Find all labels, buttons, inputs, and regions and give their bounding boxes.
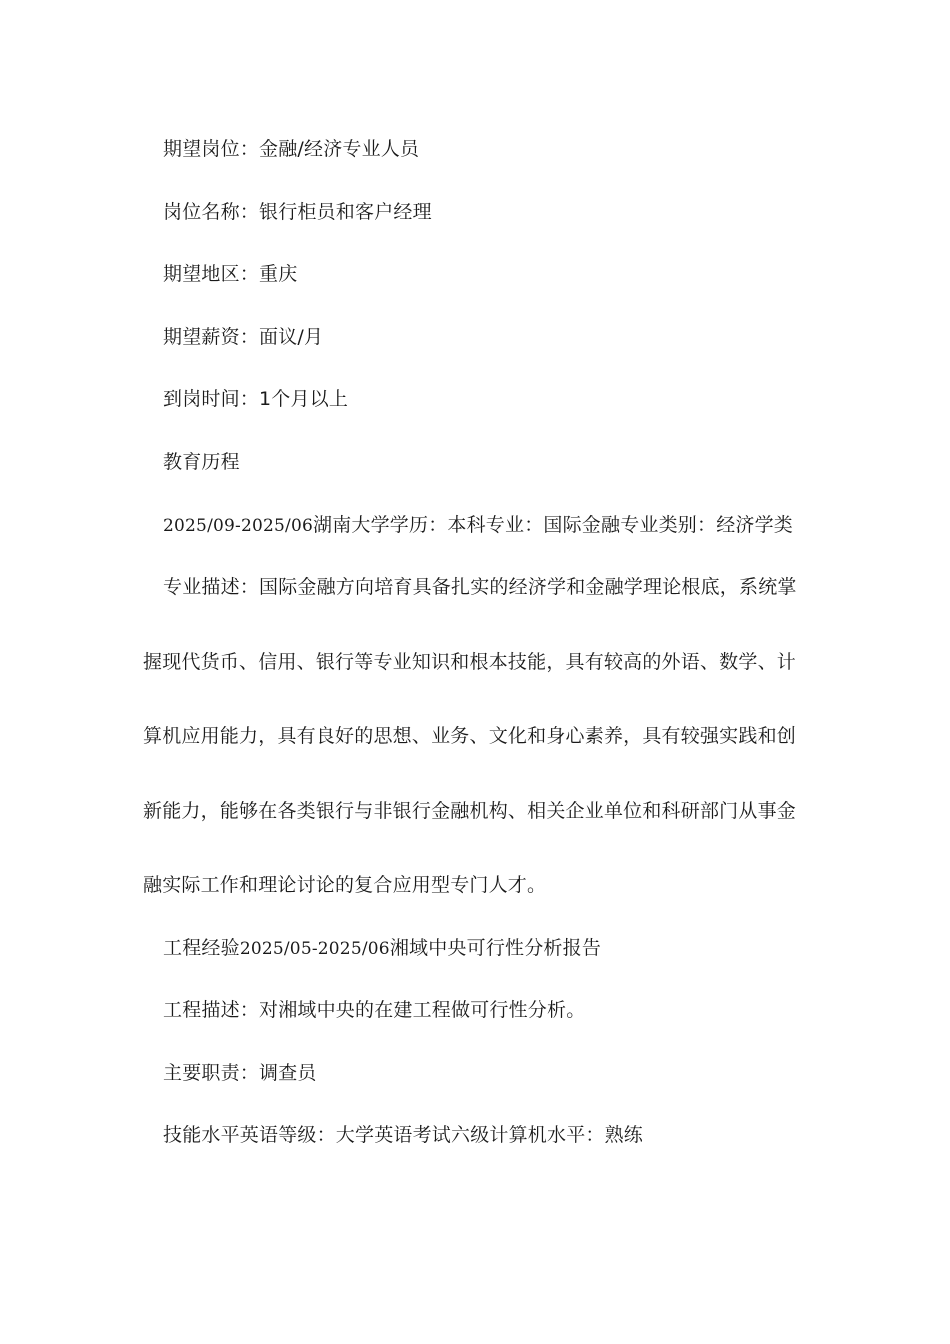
availability: 到岗时间：1个月以上 (163, 388, 349, 410)
major-description-line: 算机应用能力，具有良好的思想、业务、文化和身心素养，具有较强实践和创 (143, 725, 796, 747)
expected-salary: 期望薪资：面议/月 (163, 326, 324, 348)
major-description-line: 握现代货币、信用、银行等专业知识和根本技能，具有较高的外语、数学、计 (143, 651, 796, 673)
project-description: 工程描述：对湘域中央的在建工程做可行性分析。 (163, 999, 586, 1021)
project-name: 湘域中央可行性分析报告 (389, 937, 602, 959)
major-description-line: 融实际工作和理论讨论的复合应用型专门人才。 (143, 874, 547, 896)
education-heading: 教育历程 (163, 451, 240, 473)
education-entry-date: 2025/09-2025/06 (163, 516, 313, 536)
major-description-line: 专业描述：国际金融方向培育具备扎实的经济学和金融学理论根底，系统掌 (163, 576, 797, 598)
education-entry (163, 513, 793, 538)
project-prefix: 工程经验 (163, 937, 240, 959)
education-entry-text: 湖南大学学历：本科专业：国际金融专业类别：经济学类 (313, 514, 794, 536)
major-description-line: 新能力，能够在各类银行与非银行金融机构、相关企业单位和科研部门从事金 (143, 800, 796, 822)
skills: 技能水平英语等级：大学英语考试六级计算机水平：熟练 (163, 1124, 644, 1146)
main-duty: 主要职责：调查员 (163, 1062, 317, 1084)
position-name: 岗位名称：银行柜员和客户经理 (163, 201, 432, 223)
project-date: 2025/05-2025/06 (239, 939, 390, 959)
expected-region: 期望地区：重庆 (163, 263, 298, 285)
project-experience (163, 936, 601, 961)
expected-position: 期望岗位：金融/经济专业人员 (163, 138, 420, 160)
